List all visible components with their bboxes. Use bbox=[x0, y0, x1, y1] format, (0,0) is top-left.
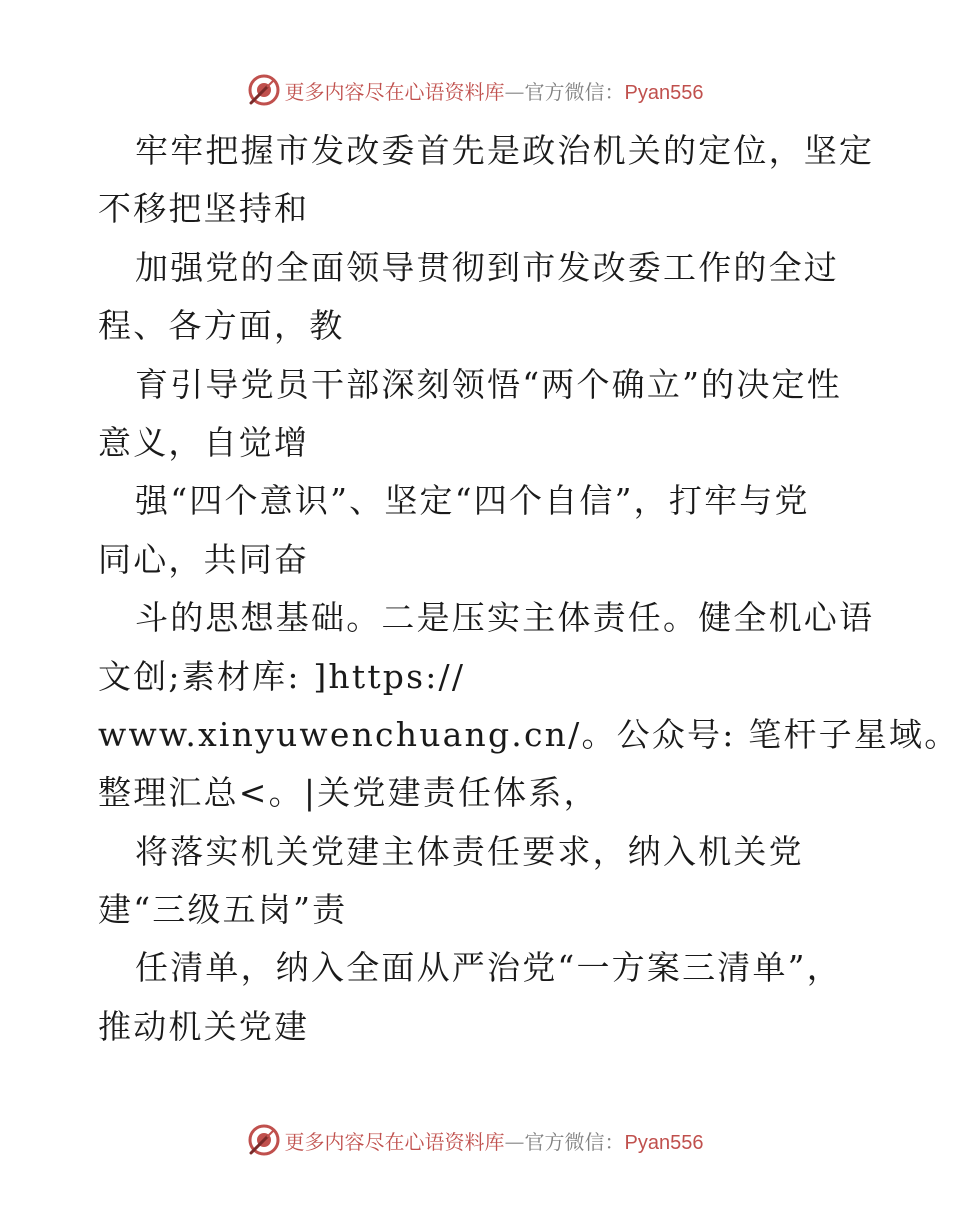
banner-wechat-id: Pyan556 bbox=[624, 1131, 704, 1154]
text-line: 建“三级五岗”责 bbox=[98, 890, 348, 930]
banner-label: 官方微信： bbox=[524, 1129, 625, 1154]
text-line: 意义，自觉增 bbox=[98, 422, 310, 462]
footer-banner bbox=[0, 1120, 950, 1160]
text-line: 育引导党员干部深刻领悟“两个确立”的决定性 bbox=[135, 364, 842, 404]
text-line: 任清单，纳入全面从严治党“一方案三清单”， bbox=[135, 948, 842, 988]
document-body bbox=[98, 122, 959, 1056]
text-line: 斗的思想基础。二是压实主体责任。健全机心语 bbox=[135, 598, 875, 638]
pen-logo-icon bbox=[247, 73, 281, 107]
text-line: 加强党的全面领导贯彻到市发改委工作的全过 bbox=[135, 247, 839, 287]
text-line: www.xinyuwenchuang.cn/。公众号: 笔杆子星域。 bbox=[98, 714, 959, 754]
banner-text bbox=[285, 1126, 704, 1155]
text-line: 强“四个意识”、坚定“四个自信”，打牢与党 bbox=[135, 481, 810, 521]
text-line: 文创;素材库: ]https:// bbox=[98, 656, 466, 696]
banner-dash: — bbox=[504, 1129, 525, 1154]
header-banner bbox=[0, 70, 950, 110]
text-line: 整理汇总<。|关党建责任体系， bbox=[98, 773, 599, 813]
pen-logo-icon bbox=[247, 1123, 281, 1157]
text-line: 牢牢把握市发改委首先是政治机关的定位，坚定 bbox=[135, 131, 875, 170]
banner-text bbox=[285, 76, 704, 105]
text-line: 同心，共同奋 bbox=[98, 539, 310, 579]
banner-label: 官方微信： bbox=[524, 79, 625, 104]
text-line: 程、各方面，教 bbox=[98, 306, 345, 346]
text-line: 推动机关党建 bbox=[98, 1006, 310, 1046]
banner-main-text: 更多内容尽在心语资料库 bbox=[284, 1129, 505, 1154]
text-line: 将落实机关党建主体责任要求，纳入机关党 bbox=[135, 831, 804, 871]
text-line: 不移把坚持和 bbox=[98, 189, 310, 229]
banner-main-text: 更多内容尽在心语资料库 bbox=[284, 79, 505, 104]
banner-wechat-id: Pyan556 bbox=[624, 81, 704, 104]
banner-dash: — bbox=[504, 79, 525, 104]
